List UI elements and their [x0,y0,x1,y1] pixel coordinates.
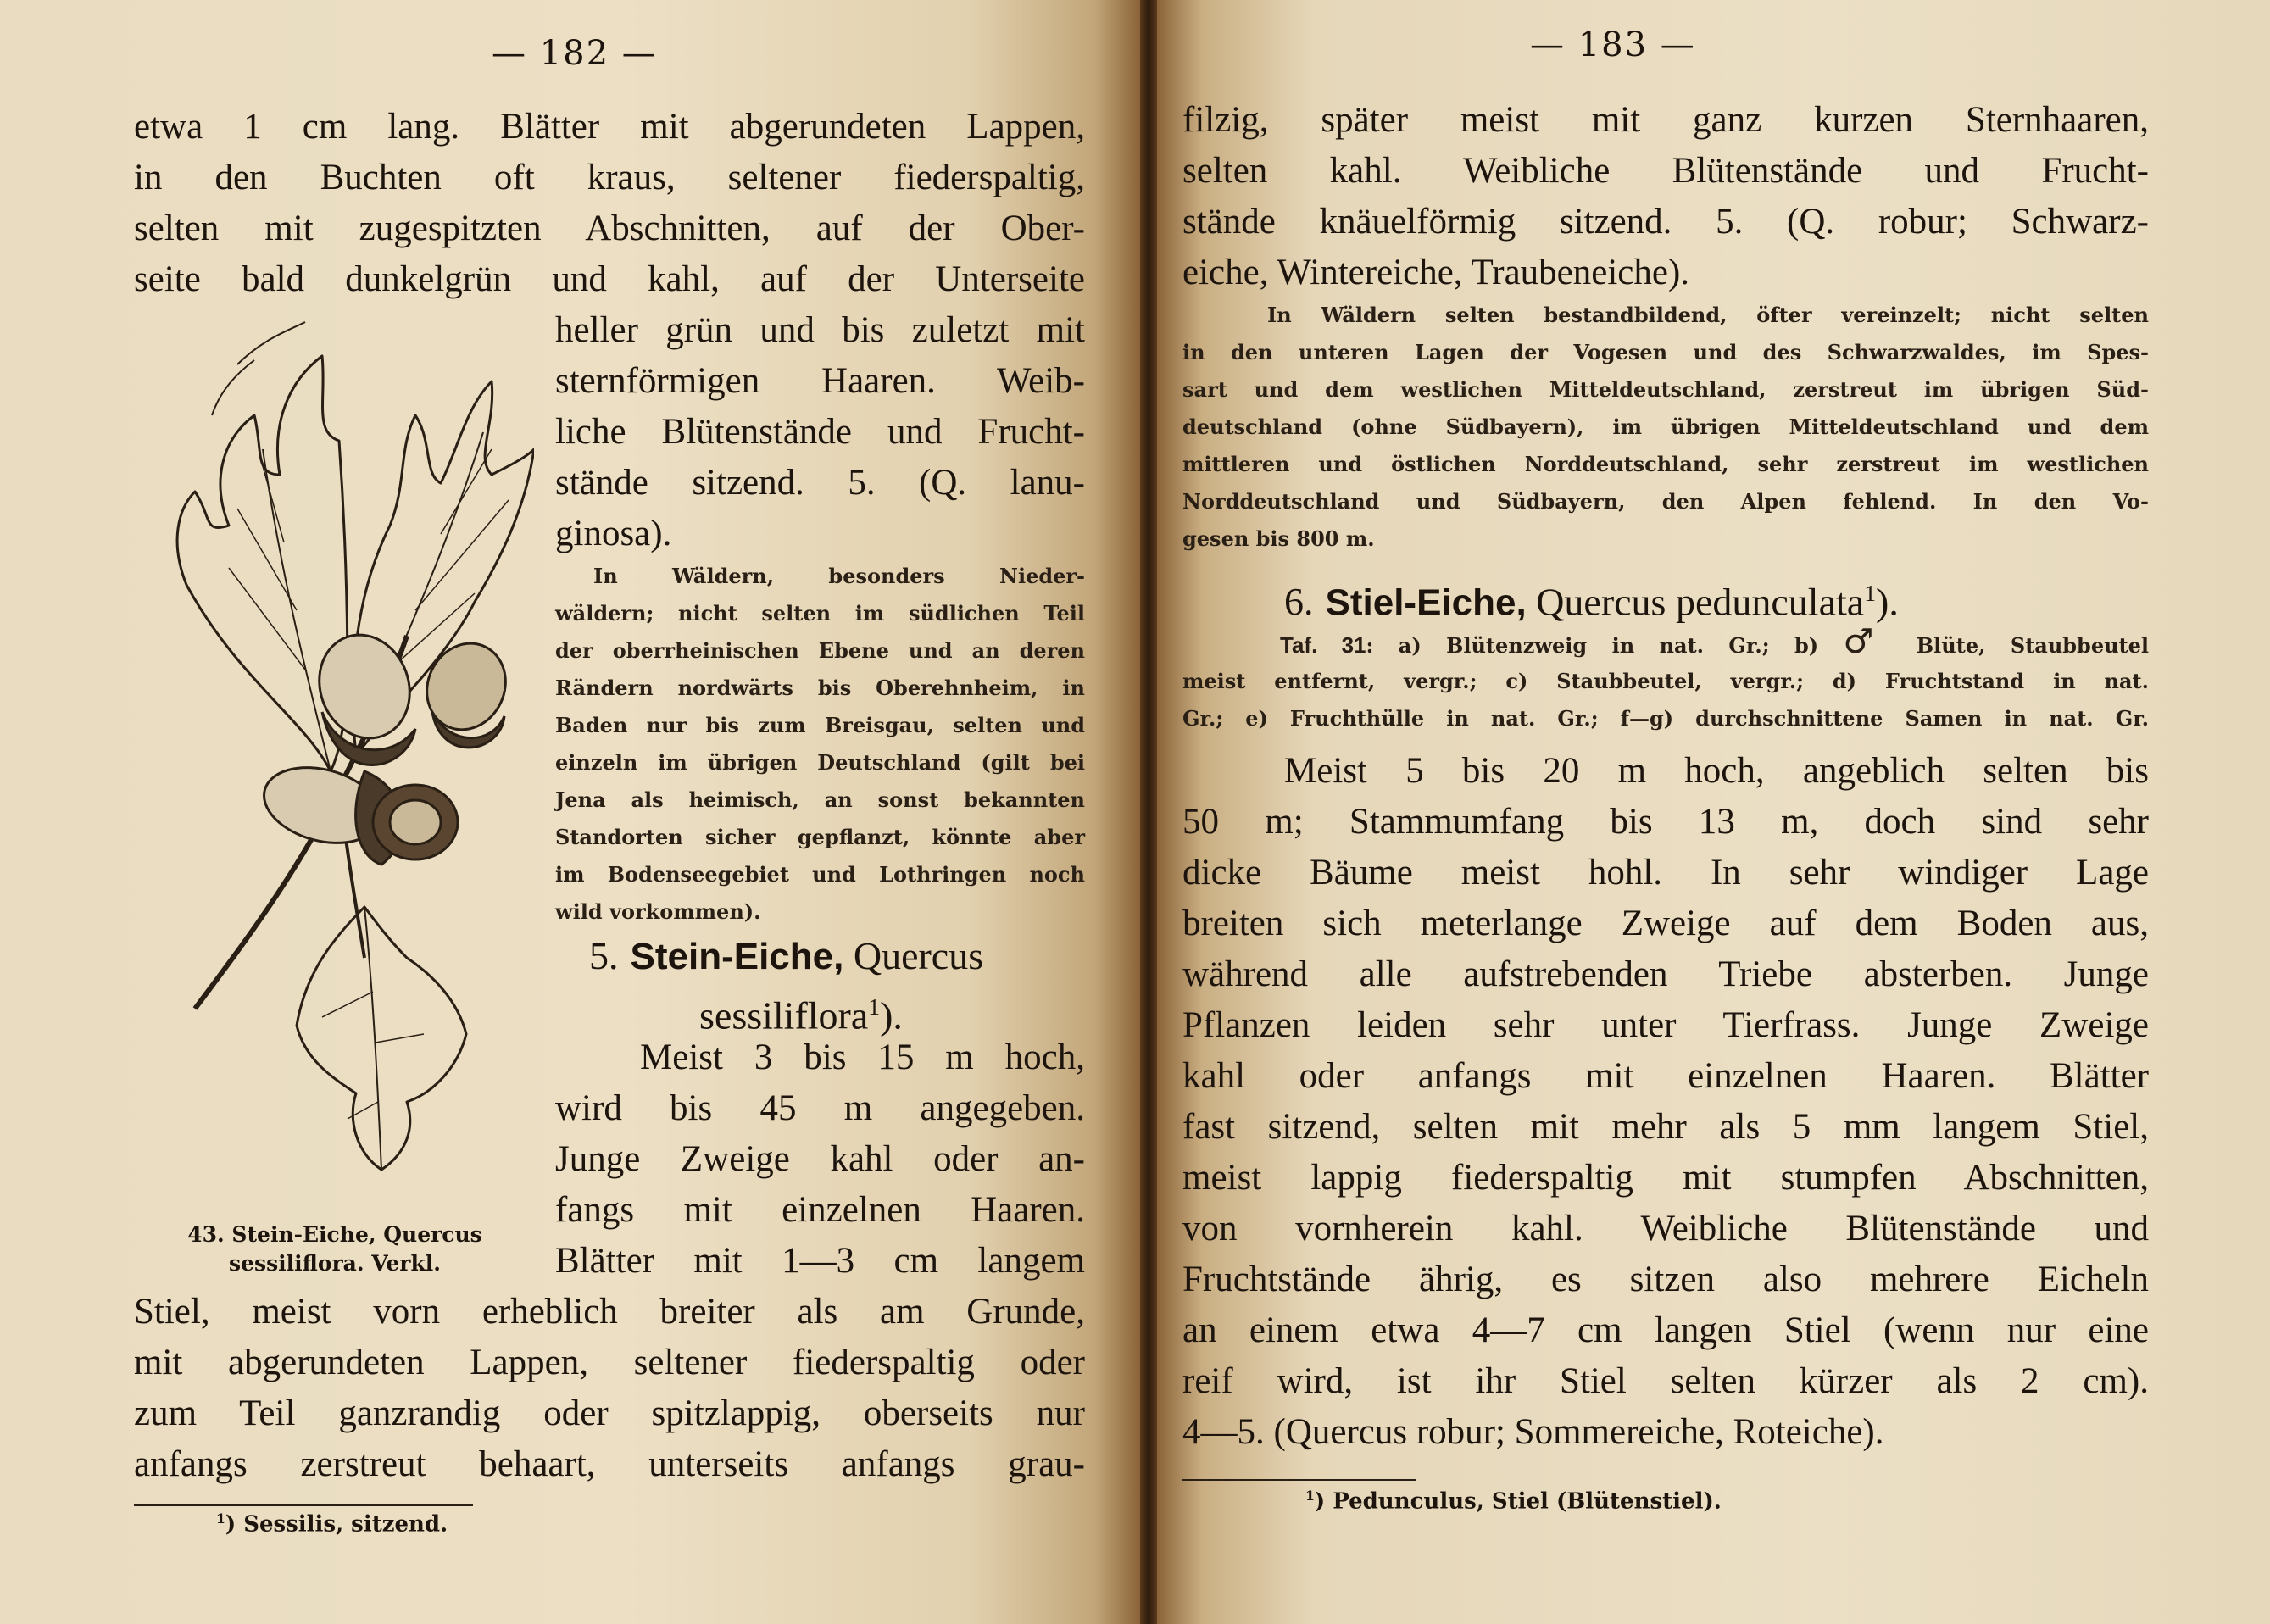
species-common-name: Stein-Eiche, [630,936,844,977]
text-line: 50 m; Stammumfang bis 13 m, doch sind sehr [1182,802,2149,842]
footnote-ref: 1 [868,993,881,1020]
text-line: anfangs zerstreut behaart, unterseits anfangs grau- [134,1444,1085,1484]
text-line: fangs mit einzelnen Haaren. [555,1190,1085,1230]
distribution-line: Baden nur bis zum Breisgau, selten und [555,713,1085,737]
figure-caption [136,1221,534,1278]
species-heading [1284,568,1899,628]
distribution-line: gesen bis 800 m. [1182,526,1375,551]
text-line: breiten sich meterlange Zweige auf dem Boden aus, [1182,904,2149,943]
distribution-line: sart und dem westlichen Mitteldeutschland, zerstreut im übrigen Süd- [1182,377,2149,402]
distribution-line: In Wäldern, besonders Nieder- [593,564,1085,588]
text-line: mit abgerundeten Lappen, seltener fiederspaltig oder [134,1343,1085,1382]
text-line: Stiel, meist vorn erheblich breiter als am Grunde, [134,1292,1085,1332]
plate-text: Blüte, Staubbeutel [1916,633,2150,658]
text-line: sternförmigen Haaren. Weib- [555,361,1085,401]
species-heading [589,931,983,982]
book-gutter [1140,0,1157,1624]
distribution-line: Jena als heimisch, an sonst bekannten [555,787,1085,812]
plate-text: : a) Blütenzweig in nat. Gr.; b) [1366,633,1819,658]
distribution-line: Norddeutschland und Südbayern, den Alpen fehlend. In den Vo- [1182,489,2149,514]
page-number: — 183 — [1530,25,1696,64]
species-number: 5. [589,934,619,977]
text-line: reif wird, ist ihr Stiel selten kürzer als 2 cm). [1182,1361,2149,1401]
text-line: in den Buchten oft kraus, seltener fiederspaltig, [134,158,1085,197]
right-page [1157,0,2270,1624]
text-line: ginosa). [555,514,672,553]
text-line: heller grün und bis zuletzt mit [555,310,1085,350]
male-symbol: ♂ [1843,622,1892,661]
distribution-line: einzeln im übrigen Deutschland (gilt bei [555,750,1085,775]
text-line: während alle aufstrebenden Triebe absterben. Junge [1182,954,2149,994]
text-line: stände sitzend. 5. (Q. lanu- [555,463,1085,503]
text-line: zum Teil ganzrandig oder spitzlappig, oberseits nur [134,1393,1085,1433]
footnote-text: ) Sessilis, sitzend. [225,1511,448,1538]
footnote-rule [134,1504,473,1506]
text-line: dicke Bäume meist hohl. In sehr windiger Lage [1182,853,2149,893]
leaf [177,356,348,771]
distribution-line: Rändern nordwärts bis Oberehnheim, in [555,676,1085,700]
leaf [297,907,466,1170]
text-line: Junge Zweige kahl oder an- [555,1139,1085,1179]
plate-legend-line: Gr.; e) Fruchthülle in nat. Gr.; f—g) durchschnittene Samen in nat. Gr. [1182,706,2149,731]
text-line: selten kahl. Weibliche Blütenstände und Frucht- [1182,151,2149,191]
text-line: selten mit zugespitzten Abschnitten, auf der Ober- [134,209,1085,248]
footnote-text: ) Pedunculus, Stiel (Blütenstiel). [1314,1488,1722,1515]
text-line: Meist 3 bis 15 m hoch, [640,1037,1085,1077]
distribution-line: Standorten sicher gepflanzt, könnte aber [555,825,1085,849]
distribution-line: deutschland (ohne Südbayern), im übrigen Mitteldeutschland und dem [1182,414,2149,439]
footnote [216,1510,448,1538]
plate-label: Taf. 31 [1280,632,1366,658]
distribution-line: in den unteren Lagen der Vogesen und des Schwarzwaldes, im Spes- [1182,340,2149,364]
text-line: an einem etwa 4—7 cm langen Stiel (wenn nur eine [1182,1310,2149,1350]
text-line: fast sitzend, selten mit mehr als 5 mm langem Stiel, [1182,1107,2149,1147]
figure-caption-line: sessiliflora. Verkl. [229,1251,441,1276]
heading-closing: ). [1876,580,1899,624]
footnote-ref: 1 [216,1510,225,1527]
species-latin-name: sessiliflora [699,993,869,1037]
text-line: etwa 1 cm lang. Blätter mit abgerundeten Lappen, [134,107,1085,147]
text-line: Meist 5 bis 20 m hoch, angeblich selten bis [1284,751,2149,791]
distribution-line: wäldern; nicht selten im südlichen Teil [555,601,1085,626]
text-line: von vornherein kahl. Weibliche Blütenstände und [1182,1209,2149,1249]
text-line: 4—5. (Quercus robur; Sommereiche, Roteiche). [1182,1412,1884,1452]
text-line: Blätter mit 1—3 cm langem [555,1241,1085,1281]
footnote-ref: 1 [1864,580,1876,606]
text-line: meist lappig fiederspaltig mit stumpfen Abschnitten, [1182,1158,2149,1198]
text-line: stände knäuelförmig sitzend. 5. (Q. robur; Schwarz- [1182,202,2149,242]
footnote-ref: 1 [1305,1488,1315,1504]
text-line: Pflanzen leiden sehr unter Tierfrass. Junge Zweige [1182,1005,2149,1045]
species-number: 6. [1284,580,1314,624]
heading-closing: ). [880,993,903,1037]
text-line: liche Blütenstände und Frucht- [555,412,1085,452]
species-latin-name: Quercus [853,934,984,977]
distribution-line: In Wäldern selten bestandbildend, öfter vereinzelt; nicht selten [1267,303,2149,327]
footnote-rule [1182,1479,1416,1481]
footnote [1305,1488,1722,1515]
text-line: kahl oder anfangs mit einzelnen Haaren. Blätter [1182,1056,2149,1096]
text-line: seite bald dunkelgrün und kahl, auf der Unterseite [134,259,1085,299]
plate-legend-line: meist entfernt, vergr.; c) Staubbeutel, vergr.; d) Fruchtstand in nat. [1182,669,2149,693]
distribution-line: mittleren und östlichen Norddeutschland, sehr zerstreut im westlichen [1182,452,2149,476]
distribution-line: wild vorkommen). [555,899,761,924]
text-line: Fruchtstände ährig, es sitzen also mehrere Eicheln [1182,1260,2149,1299]
distribution-line: der oberrheinischen Ebene und an deren [555,638,1085,663]
plate-legend-line [1280,623,2149,665]
figure-caption-line: 43. Stein-Eiche, Quercus [187,1222,482,1247]
page-number: — 182 — [492,34,658,73]
text-line: eiche, Wintereiche, Traubeneiche). [1182,253,1690,292]
text-line: filzig, später meist mit ganz kurzen Sternhaaren, [1182,100,2149,140]
species-common-name: Stiel-Eiche, [1325,581,1527,624]
distribution-line: im Bodenseegebiet und Lothringen noch [555,862,1085,887]
species-latin-name: Quercus pedunculata [1536,580,1865,624]
text-line: wird bis 45 m angegeben. [555,1088,1085,1128]
oak-branch-illustration [136,314,534,1187]
